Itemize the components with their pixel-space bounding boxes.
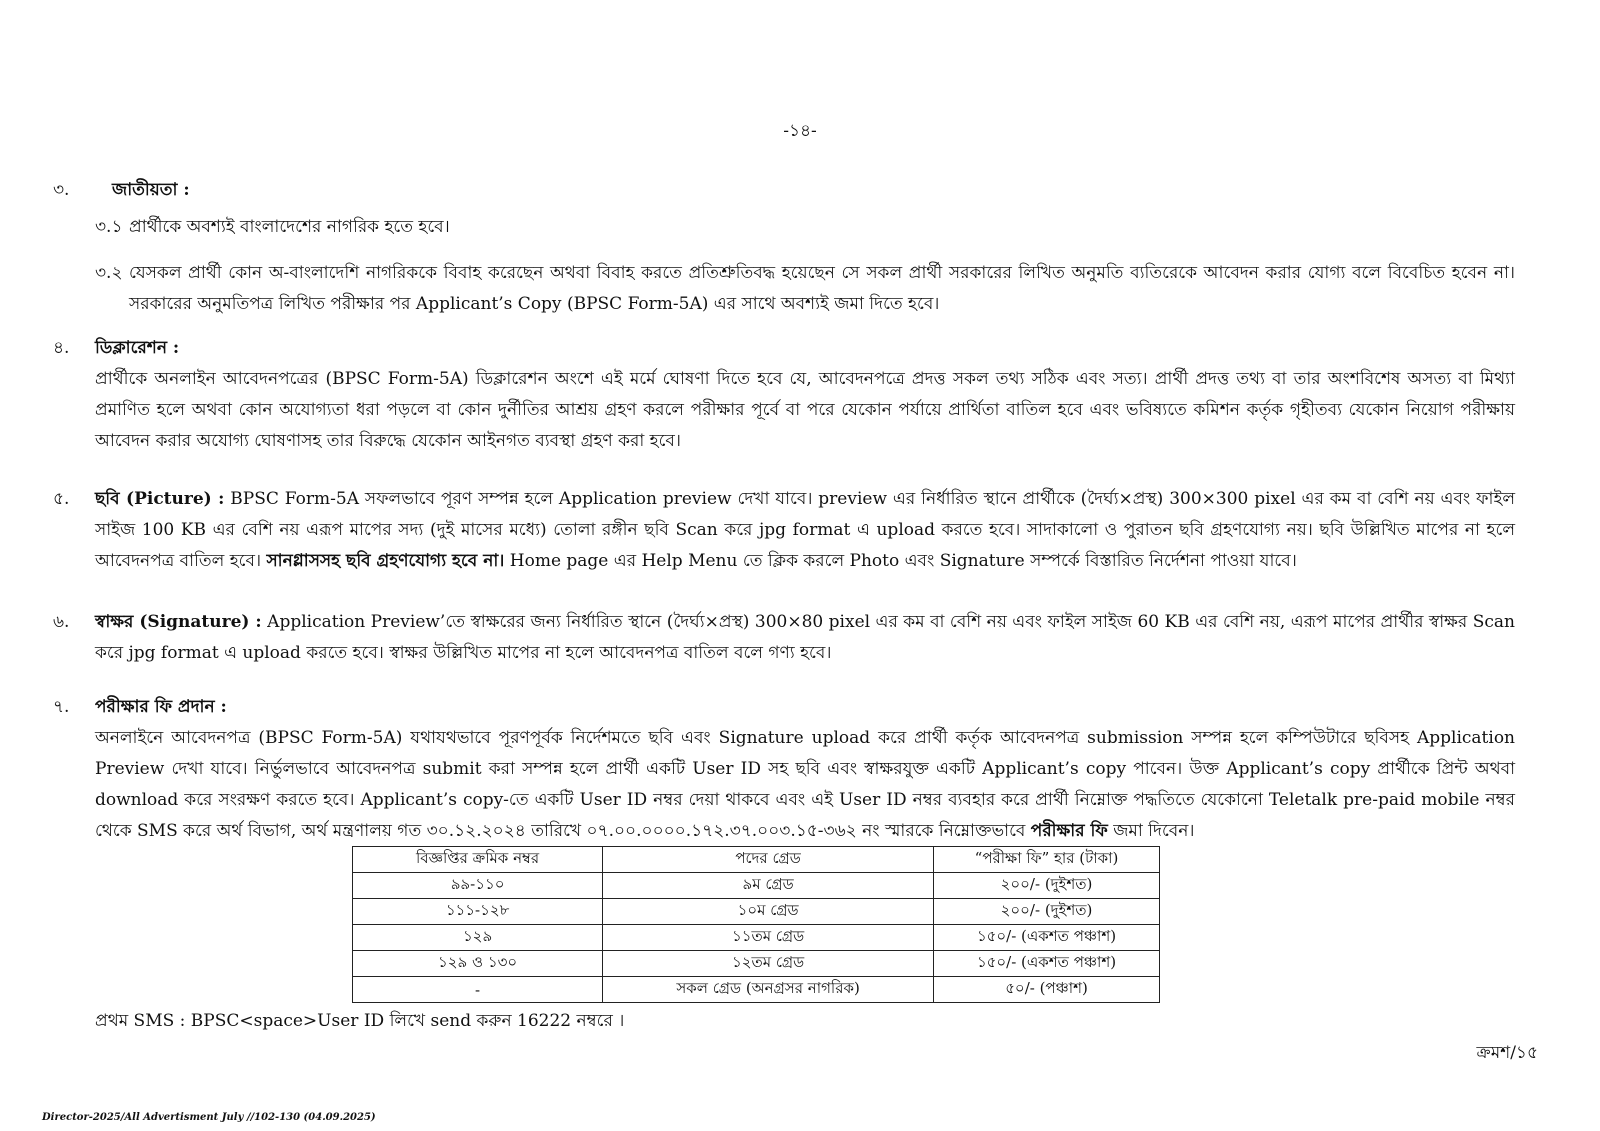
fee-text-end: জমা দিবেন। [1107, 821, 1195, 841]
table-row [353, 899, 1160, 925]
document-footer: Director-2025/All Advertisment July //102-130 (04.09.2025) [42, 1112, 376, 1123]
fee-table [352, 846, 1160, 1003]
section-title: ডিক্লারেশন : [95, 338, 180, 358]
section-number: ৩. [53, 180, 70, 200]
picture-bold-text: সানগ্লাসসহ ছবি গ্রহণযোগ্য হবে না। [266, 551, 505, 571]
item-text: যেসকল প্রার্থী কোন অ-বাংলাদেশি নাগরিককে বিবাহ করেছেন অথবা বিবাহ করতে প্রতিশ্রুতিবদ্ধ হয়েছেন সে সকল প্রার্থী সরকারের লিখিত অনুমতি ব্যতিরেকে আবেদন করার যোগ্য বলে বিবেচিত হবেন না। সরকারের অনুমতিপত্র লিখিত পরীক্ষার পর Applicant’s Copy (BPSC Form-5A) এর সাথে অবশ্যই জমা দিতে হবে। [129, 263, 1515, 314]
table-cell: ১২তম গ্রেড [603, 951, 934, 977]
section-fee [53, 692, 1516, 847]
table-cell: ১২৯ [353, 925, 603, 951]
section-number: ৪. [53, 338, 70, 358]
section-title: জাতীয়তা : [112, 180, 190, 200]
fee-text: অনলাইনে আবেদনপত্র (BPSC Form-5A) যথাযথভাবে পূরণপূর্বক নির্দেশমতে ছবি এবং Signature upload করে প্রার্থী কর্তৃক আবেদনপত্র submission সম্পন্ন হলে কম্পিউটারে ছবিসহ Application Preview দেখা যাবে। নির্ভুলভাবে আবেদনপত্র submit করা সম্পন্ন হলে প্রার্থী একটি User ID সহ ছবি এবং স্বাক্ষরযুক্ত একটি Applicant’s copy পাবেন। উক্ত Applicant’s copy প্রার্থীকে প্রিন্ট অথবা download করে সংরক্ষণ করতে হবে। Applicant’s copy-তে একটি User ID নম্বর দেয়া থাকবে এবং এই User ID নম্বর ব্যবহার করে প্রার্থী নিম্নোক্ত পদ্ধতিতে যেকোনো Teletalk pre-paid mobile নম্বর থেকে SMS করে অর্থ বিভাগ, অর্থ মন্ত্রণালয় গত ৩০.১২.২০২৪ তারিখে ০৭.০০.০০০০.১৭২.৩৭.০০৩.১৫-৩৬২ নং স্মারকে নিম্নোক্তভাবে [95, 728, 1516, 841]
section-number: ৬. [53, 612, 70, 632]
section-number: ৭. [53, 697, 70, 717]
table-row [353, 951, 1160, 977]
sms-instruction: প্রথম SMS : BPSC<space>User ID লিখে send করুন 16222 নম্বরে । [95, 1011, 625, 1031]
section-title: পরীক্ষার ফি প্রদান : [95, 697, 227, 717]
section-picture [53, 484, 1515, 577]
item-text: প্রার্থীকে অবশ্যই বাংলাদেশের নাগরিক হতে হবে। [129, 217, 450, 237]
table-cell: ১৫০/- (একশত পঞ্চাশ) [934, 951, 1160, 977]
picture-text-2: Home page এর Help Menu তে ক্লিক করলে Photo এবং Signature সম্পর্কে বিস্তারিত নির্দেশনা পাওয়া যাবে। [504, 551, 1297, 571]
table-cell: ২০০/- (দুইশত) [934, 899, 1160, 925]
table-cell: ৯ম গ্রেড [603, 873, 934, 899]
table-row [353, 977, 1160, 1003]
signature-text: Application Preview’তে স্বাক্ষরের জন্য নির্ধারিত স্থানে (দৈর্ঘ্য×প্রস্থ) 300×80 pixel এর কম বা বেশি নয় এবং ফাইল সাইজ 60 KB এর বেশি নয়, এরূপ মাপের প্রার্থীর স্বাক্ষর Scan করে jpg format এ upload করতে হবে। স্বাক্ষর উল্লিখিত মাপের না হলে আবেদনপত্র বাতিল বলে গণ্য হবে। [95, 612, 1515, 663]
section-number: ৫. [53, 489, 70, 509]
nationality-item-1 [95, 212, 1515, 243]
table-cell: ১৫০/- (একশত পঞ্চাশ) [934, 925, 1160, 951]
section-signature [53, 607, 1515, 669]
page-number: -১৪- [783, 121, 817, 141]
table-cell: ২০০/- (দুইশত) [934, 873, 1160, 899]
item-number: ৩.১ [95, 217, 123, 237]
table-cell: ১০ম গ্রেড [603, 899, 934, 925]
declaration-text: প্রার্থীকে অনলাইন আবেদনপত্রের (BPSC Form-5A) ডিক্লারেশন অংশে এই মর্মে ঘোষণা দিতে হবে যে, আবেদনপত্রে প্রদত্ত সকল তথ্য সঠিক এবং সত্য। প্রার্থী প্রদত্ত তথ্য বা তার অংশবিশেষ অসত্য বা মিথ্যা প্রমাণিত হলে অথবা কোন অযোগ্যতা ধরা পড়লে বা কোন দুর্নীতির আশ্রয় গ্রহণ করলে পরীক্ষার পূর্বে বা পরে যেকোন পর্যায়ে প্রার্থিতা বাতিল হবে এবং ভবিষ্যতে কমিশন কর্তৃক গৃহীতব্য যেকোন নিয়োগ পরীক্ষায় আবেদন করার অযোগ্য ঘোষণাসহ তার বিরুদ্ধে যেকোন আইনগত ব্যবস্থা গ্রহণ করা হবে। [95, 369, 1515, 451]
table-row [353, 925, 1160, 951]
nationality-item-2 [95, 258, 1515, 320]
table-header-row [353, 847, 1160, 873]
picture-text-1: BPSC Form-5A সফলভাবে পূরণ সম্পন্ন হলে Application preview দেখা যাবে। preview এর নির্ধারিত স্থানে প্রার্থীকে (দৈর্ঘ্য×প্রস্থ) 300×300 pixel এর কম বা বেশি নয় এবং ফাইল সাইজ 100 KB এর বেশি নয় এরূপ মাপের সদ্য (দুই মাসের মধ্যে) তোলা রঙ্গীন ছবি Scan করে jpg format এ upload করতে হবে। সাদাকালো ও পুরাতন ছবি গ্রহণযোগ্য নয়। ছবি উল্লিখিত মাপের না হলে আবেদনপত্র বাতিল হবে। [95, 489, 1515, 571]
section-title: স্বাক্ষর (Signature) : [95, 612, 262, 632]
table-cell: ৯৯-১১০ [353, 873, 603, 899]
section-title: ছবি (Picture) : [95, 489, 225, 509]
table-cell: ১১১-১২৮ [353, 899, 603, 925]
table-cell: ৫০/- (পঞ্চাশ) [934, 977, 1160, 1003]
table-cell: - [353, 977, 603, 1003]
table-row [353, 873, 1160, 899]
section-declaration [53, 333, 1515, 457]
table-cell: ১১তম গ্রেড [603, 925, 934, 951]
fee-bold: পরীক্ষার ফি [1030, 821, 1108, 841]
continued-label: ক্রমশ/১৫ [1476, 1043, 1538, 1063]
item-number: ৩.২ [95, 263, 123, 283]
column-header: বিজ্ঞপ্তির ক্রমিক নম্বর [353, 847, 603, 873]
table-cell: ১২৯ ও ১৩০ [353, 951, 603, 977]
column-header: পদের গ্রেড [603, 847, 934, 873]
table-cell: সকল গ্রেড (অনগ্রসর নাগরিক) [603, 977, 934, 1003]
column-header: “পরীক্ষা ফি” হার (টাকা) [934, 847, 1160, 873]
section-nationality [53, 175, 1515, 206]
